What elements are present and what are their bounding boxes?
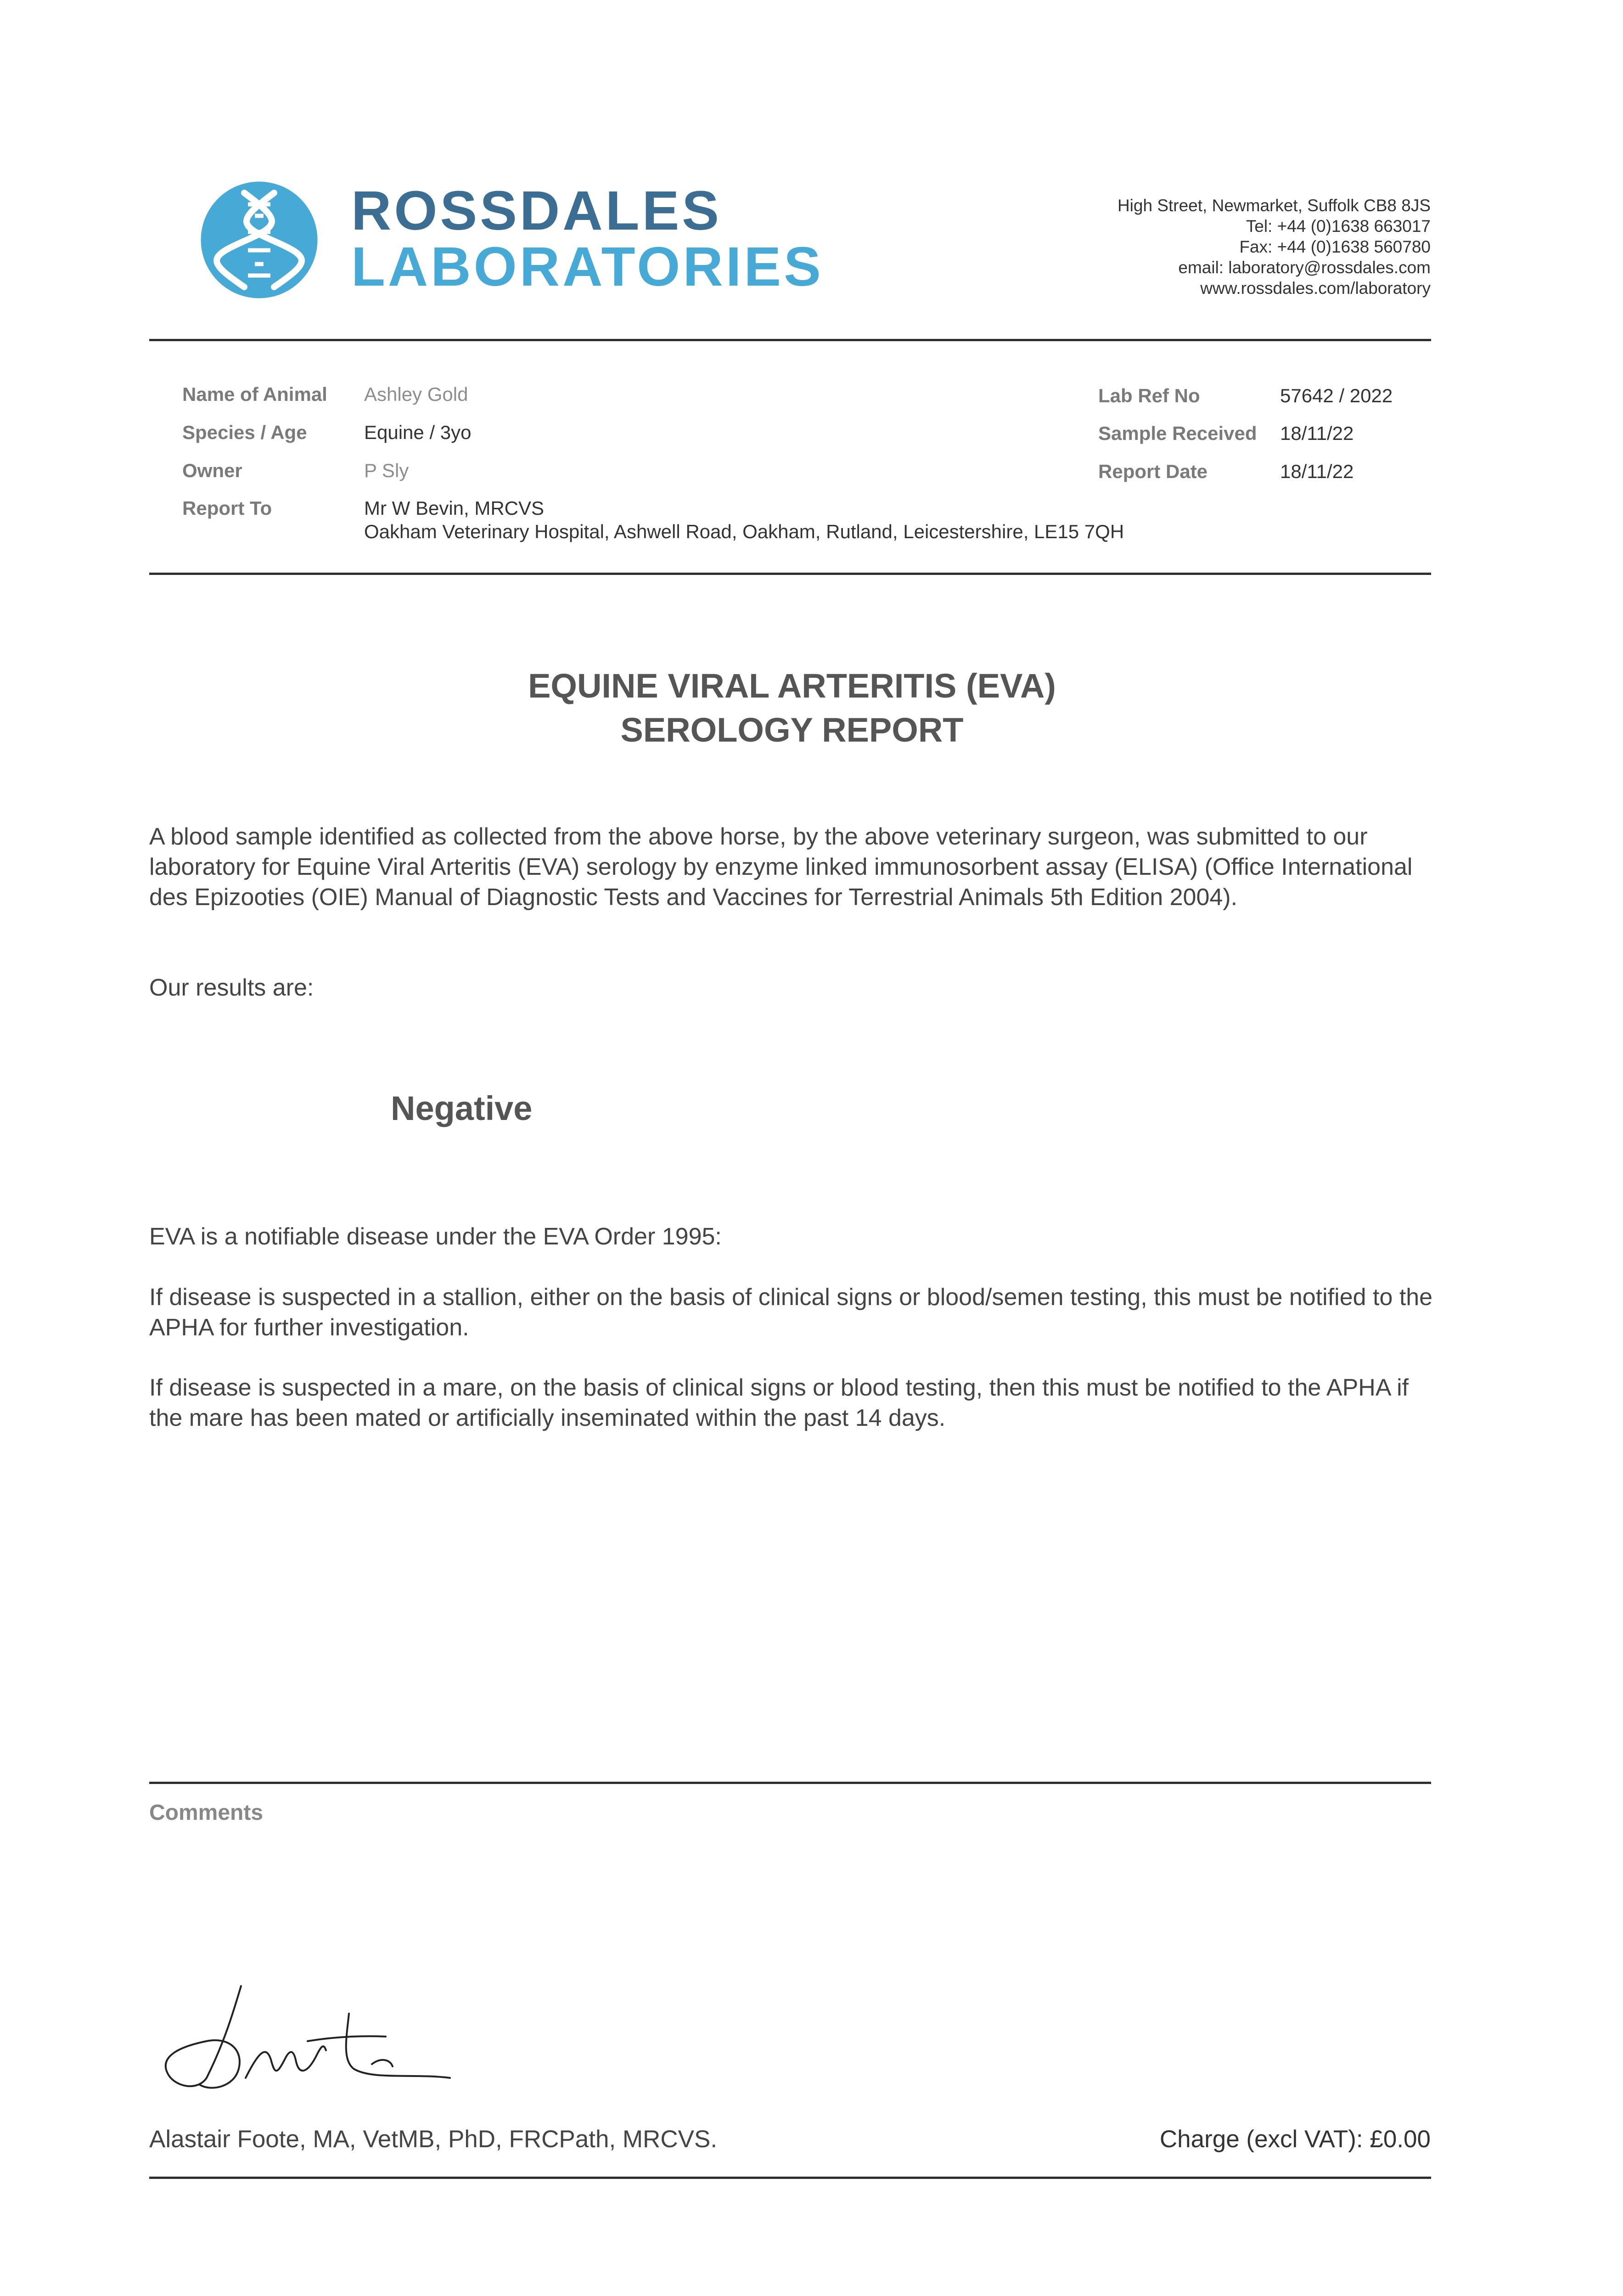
contact-block: [1118, 195, 1431, 298]
signature-image: [156, 1981, 487, 2101]
report-title: EQUINE VIRAL ARTERITIS (EVA): [528, 667, 1056, 705]
dna-helix-icon: [201, 181, 318, 298]
report-date-value: 18/11/22: [1280, 461, 1354, 482]
sample-received-value: 18/11/22: [1280, 422, 1354, 444]
header-divider: [149, 339, 1431, 341]
telephone: Tel: +44 (0)1638 663017: [1246, 217, 1431, 236]
address: High Street, Newmarket, Suffolk CB8 8JS: [1117, 196, 1431, 215]
species-value: Equine / 3yo: [364, 422, 472, 443]
lab-ref-value: 57642 / 2022: [1280, 385, 1393, 406]
report-to-address: Oakham Veterinary Hospital, Ashwell Road, Oakham, Rutland, Leicestershire, LE15 7QH: [364, 521, 1124, 542]
footer-divider: [149, 2177, 1431, 2179]
species-label: Species / Age: [182, 422, 307, 443]
fax: Fax: +44 (0)1638 560780: [1239, 237, 1431, 256]
signatory-name: Alastair Foote, MA, VetMB, PhD, FRCPath, MRCVS.: [149, 2126, 718, 2153]
comments-divider: [149, 1782, 1431, 1784]
details-divider: [149, 573, 1431, 575]
brand-subtitle: LABORATORIES: [351, 235, 824, 298]
mare-note: If disease is suspected in a mare, on the basis of clinical signs or blood testing, then this must be notified to the APHA if the mare has been mated or artificially inseminated within the past 14 days.: [149, 1374, 1409, 1431]
website: www.rossdales.com/laboratory: [1200, 279, 1431, 298]
owner-label: Owner: [182, 460, 242, 481]
email: email: laboratory@rossdales.com: [1178, 258, 1431, 277]
name-label: Name of Animal: [182, 383, 327, 405]
charge-amount: Charge (excl VAT): £0.00: [1159, 2126, 1431, 2153]
report-to-label: Report To: [182, 497, 272, 519]
name-value: Ashley Gold: [364, 383, 468, 405]
stallion-note: If disease is suspected in a stallion, either on the basis of clinical signs or blood/semen testing, this must be notified to the APHA for further investigation.: [149, 1284, 1433, 1341]
notifiable-note: EVA is a notifiable disease under the EVA Order 1995:: [149, 1223, 722, 1250]
comments-label: Comments: [149, 1801, 264, 1825]
lab-ref-label: Lab Ref No: [1098, 385, 1200, 406]
results-intro: Our results are:: [149, 974, 314, 1001]
report-subtitle: SEROLOGY REPORT: [620, 711, 964, 749]
intro-paragraph: A blood sample identified as collected from the above horse, by the above veterinary surgeon, was submitted to our laboratory for Equine Viral Arteritis (EVA) serology by enzyme linked immunosorbent assay (ELISA) (Office International des Epizooties (OIE) Manual of Diagnostic Tests and Vaccines for Terrestrial Animals 5th Edition 2004).: [149, 823, 1413, 911]
owner-value: P Sly: [364, 460, 409, 481]
brand-name: ROSSDALES: [351, 179, 722, 242]
result-value: Negative: [391, 1089, 533, 1127]
report-date-label: Report Date: [1098, 461, 1208, 482]
sample-received-label: Sample Received: [1098, 422, 1257, 444]
report-to-name: Mr W Bevin, MRCVS: [364, 497, 545, 519]
